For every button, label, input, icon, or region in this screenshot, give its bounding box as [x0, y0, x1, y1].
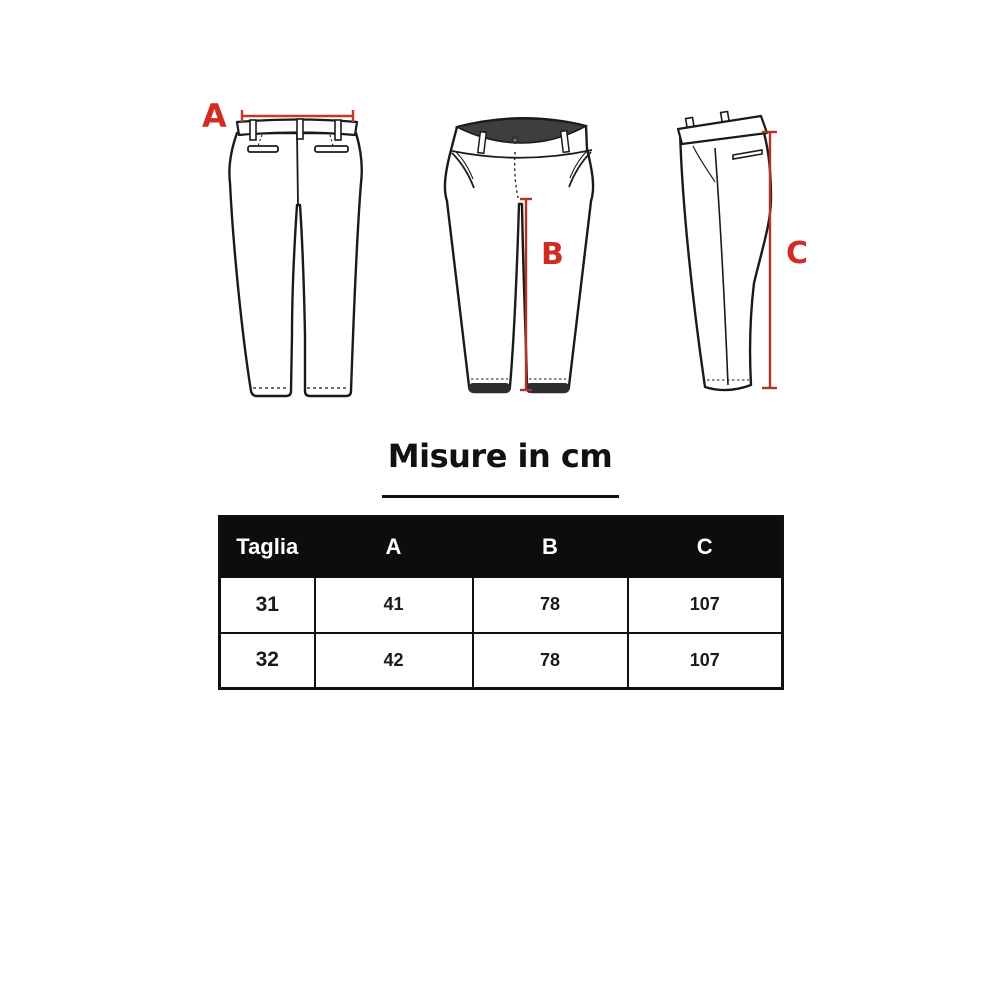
pants-side-silhouette: [680, 130, 771, 390]
pants-front-silhouette: [445, 118, 593, 392]
belt-loop: [335, 120, 341, 140]
cell-c: 107: [628, 577, 783, 633]
cell-size: 32: [220, 633, 315, 689]
size-table: [218, 515, 784, 690]
cell-b: 78: [473, 633, 628, 689]
measure-label-c: C: [786, 236, 809, 271]
hem-cuff: [469, 383, 510, 393]
pants-back-view-drawing: [200, 95, 380, 405]
header-b: B: [473, 517, 628, 577]
waist-button-hole: [514, 139, 517, 142]
cell-size: 31: [220, 577, 315, 633]
header-c: C: [628, 517, 783, 577]
size-table-header-row: [220, 517, 783, 577]
measure-label-b: B: [541, 237, 564, 272]
back-pocket-welt: [248, 146, 278, 152]
belt-loop: [297, 119, 303, 139]
center-back-seam: [297, 133, 298, 205]
size-row-31: [220, 577, 783, 633]
page-title: Misure in cm: [387, 437, 613, 475]
cell-a: 41: [315, 577, 473, 633]
pants-front-view-drawing: [435, 105, 610, 405]
pants-back-silhouette: [229, 133, 361, 396]
header-a: A: [315, 517, 473, 577]
belt-loop: [250, 120, 256, 140]
cell-b: 78: [473, 577, 628, 633]
header-taglia: Taglia: [220, 517, 315, 577]
cell-c: 107: [628, 633, 783, 689]
size-row-32: [220, 633, 783, 689]
hem-cuff: [526, 383, 569, 393]
cell-a: 42: [315, 633, 473, 689]
title-underline: [382, 495, 619, 498]
back-pocket-welt: [315, 146, 348, 152]
measure-label-a: A: [202, 97, 227, 135]
